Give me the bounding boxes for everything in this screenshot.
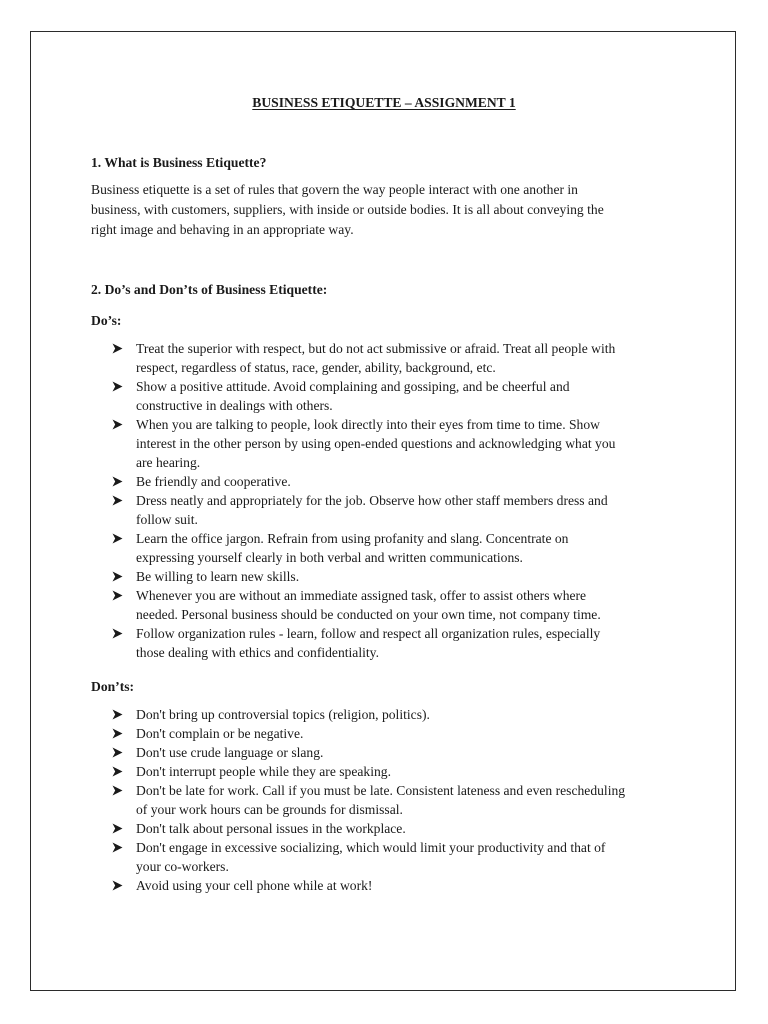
bullet-text <box>136 743 323 762</box>
section-1-paragraph <box>91 180 691 240</box>
bullet-text <box>136 472 291 491</box>
bullet-line: Be willing to learn new skills. <box>136 569 300 584</box>
bullet-text <box>136 705 430 724</box>
bullet-line: expressing yourself clearly in both verbal and written communications. <box>136 550 523 565</box>
arrowhead-bullet-icon <box>112 762 126 781</box>
bullet-line: Don't use crude language or slang. <box>136 745 324 760</box>
paragraph-line: Business etiquette is a set of rules that govern the way people interact with one another in <box>91 182 578 197</box>
arrowhead-bullet-icon <box>112 876 126 895</box>
bullet-text <box>136 624 600 662</box>
arrowhead-bullet-icon <box>112 377 126 396</box>
document-title: BUSINESS ETIQUETTE – ASSIGNMENT 1 <box>252 95 516 110</box>
bullet-line: Don't engage in excessive socializing, which would limit your productivity and that of <box>136 840 606 855</box>
bullet-line: Don't talk about personal issues in the workplace. <box>136 821 406 836</box>
bullet-line: Follow organization rules - learn, follow and respect all organization rules, especially <box>136 626 601 641</box>
bullet-text <box>136 567 299 586</box>
bullet-line: interest in the other person by using open-ended questions and acknowledging what you <box>136 436 616 451</box>
bullet-line: Be friendly and cooperative. <box>136 474 291 489</box>
bullet-text <box>136 415 615 472</box>
bullet-line: Don't complain or be negative. <box>136 726 304 741</box>
bullet-line: Learn the office jargon. Refrain from using profanity and slang. Concentrate on <box>136 531 569 546</box>
bullet-text <box>136 529 568 567</box>
arrowhead-bullet-icon <box>112 567 126 586</box>
donts-heading: Don’ts: <box>91 679 135 694</box>
arrowhead-bullet-icon <box>112 339 126 358</box>
arrowhead-bullet-icon <box>112 838 126 857</box>
arrowhead-bullet-icon <box>112 624 126 643</box>
dos-heading: Do’s: <box>91 313 122 328</box>
bullet-line: follow suit. <box>136 512 198 527</box>
bullet-text <box>136 377 570 415</box>
bullet-line: those dealing with ethics and confidentiality. <box>136 645 379 660</box>
arrowhead-bullet-icon <box>112 472 126 491</box>
section-1-heading: 1. What is Business Etiquette? <box>91 155 267 170</box>
arrowhead-bullet-icon <box>112 529 126 548</box>
bullet-text <box>136 586 601 624</box>
bullet-line: Treat the superior with respect, but do not act submissive or afraid. Treat all people with <box>136 341 616 356</box>
bullet-line: are hearing. <box>136 455 201 470</box>
arrowhead-bullet-icon <box>112 819 126 838</box>
section-2-heading: 2. Do’s and Don’ts of Business Etiquette: <box>91 282 328 297</box>
bullet-text <box>136 781 625 819</box>
arrowhead-bullet-icon <box>112 724 126 743</box>
bullet-text <box>136 724 303 743</box>
bullet-line: your co-workers. <box>136 859 229 874</box>
bullet-line: Avoid using your cell phone while at work! <box>136 878 373 893</box>
arrowhead-bullet-icon <box>112 705 126 724</box>
bullet-text <box>136 819 406 838</box>
bullet-text <box>136 838 605 876</box>
bullet-text <box>136 876 372 895</box>
bullet-line: Dress neatly and appropriately for the job. Observe how other staff members dress and <box>136 493 608 508</box>
bullet-line: needed. Personal business should be conducted on your own time, not company time. <box>136 607 601 622</box>
bullet-line: When you are talking to people, look directly into their eyes from time to time. Show <box>136 417 600 432</box>
arrowhead-bullet-icon <box>112 781 126 800</box>
arrowhead-bullet-icon <box>112 415 126 434</box>
paragraph-line: right image and behaving in an appropriate way. <box>91 222 354 237</box>
arrowhead-bullet-icon <box>112 743 126 762</box>
bullet-line: Don't interrupt people while they are speaking. <box>136 764 391 779</box>
arrowhead-bullet-icon <box>112 586 126 605</box>
bullet-text <box>136 762 391 781</box>
bullet-line: Show a positive attitude. Avoid complaining and gossiping, and be cheerful and <box>136 379 570 394</box>
bullet-line: respect, regardless of status, race, gender, ability, background, etc. <box>136 360 496 375</box>
bullet-line: Whenever you are without an immediate assigned task, offer to assist others where <box>136 588 587 603</box>
arrowhead-bullet-icon <box>112 491 126 510</box>
bullet-line: of your work hours can be grounds for dismissal. <box>136 802 403 817</box>
bullet-text <box>136 339 615 377</box>
bullet-line: constructive in dealings with others. <box>136 398 333 413</box>
bullet-line: Don't be late for work. Call if you must be late. Consistent lateness and even rescheduling <box>136 783 626 798</box>
bullet-text <box>136 491 608 529</box>
bullet-line: Don't bring up controversial topics (religion, politics). <box>136 707 430 722</box>
paragraph-line: business, with customers, suppliers, with inside or outside bodies. It is all about conveying the <box>91 202 604 217</box>
